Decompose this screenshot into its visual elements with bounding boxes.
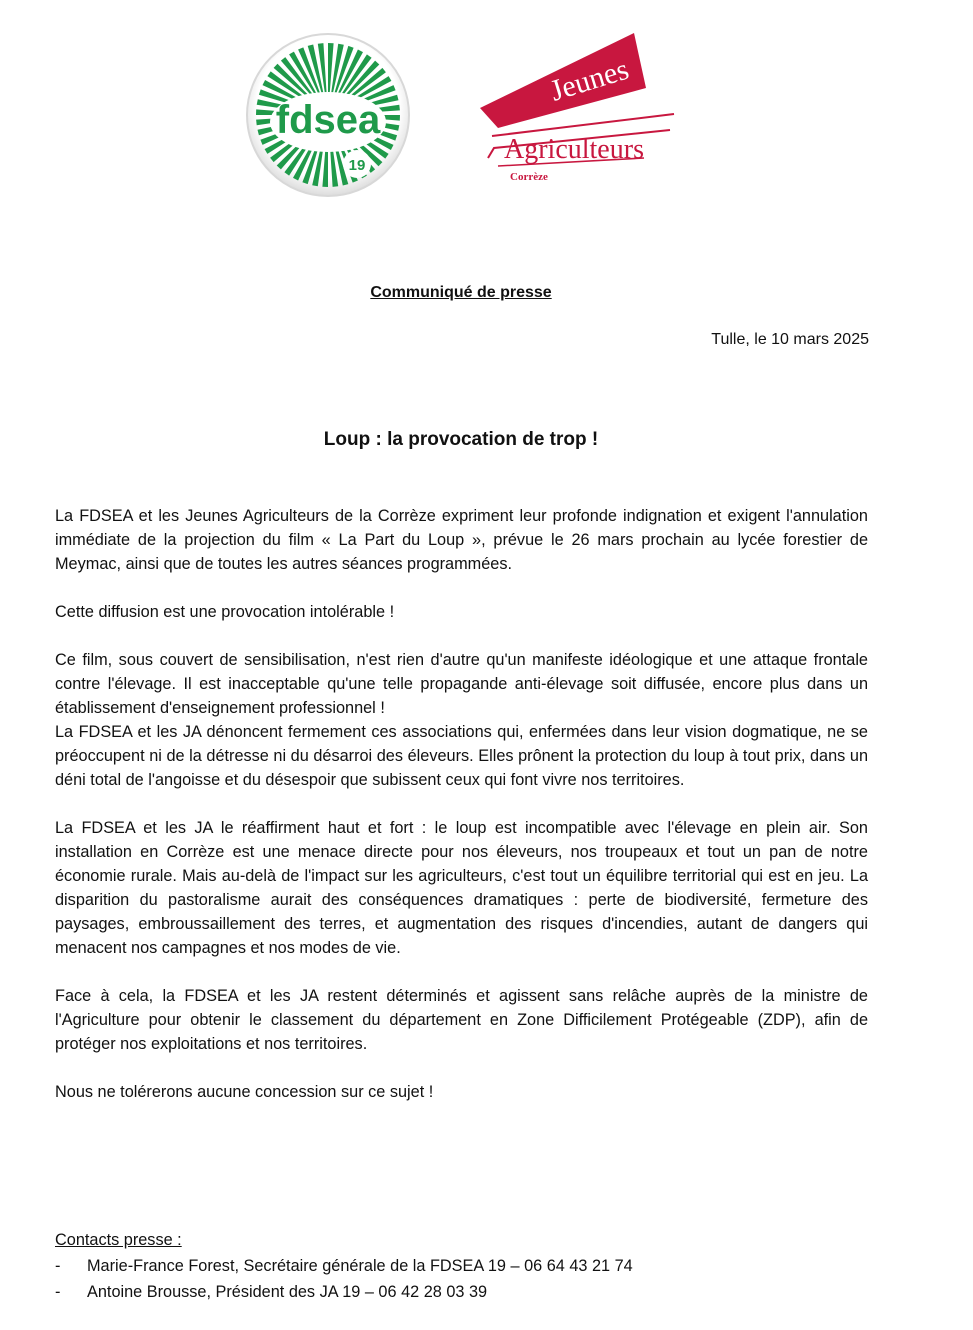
body-paragraph: La FDSEA et les JA le réaffirment haut et fort : le loup est incompatible avec l'élevage en plein air. Son installation en Corrèze est une menace directe pour nos éleveurs, nos troupeaux et tout un pan de notre économie rurale. Mais au-delà de l'impact sur les agriculteurs, c'est tout un équilibre territorial qui est en jeu. La disparition du pastoralisme aurait des conséquences dramatiques : perte de biodiversité, fermeture des paysages, embroussaillement des terres, et augmentation des risques d'incendies, autant de dangers qui menacent nos campagnes et nos modes de vie. [55, 819, 868, 957]
logos-header [0, 28, 973, 198]
contacts-list [55, 1253, 868, 1305]
place-and-date: Tulle, le 10 mars 2025 [711, 331, 869, 348]
body-paragraph: La FDSEA et les JA dénoncent fermement ces associations qui, enfermées dans leur vision dogmatique, ne se préoccupent ni de la détresse ni du désarroi des éleveurs. Elles prônent la protection du loup à tout prix, dans un déni total de l'angoisse et du désespoir que subissent ceux qui font vivre nos territoires. [55, 723, 868, 789]
jeunes-agriculteurs-logo [474, 28, 684, 188]
body-paragraph: Nous ne tolérerons aucune concession sur ce sujet ! [55, 1083, 434, 1101]
contact-item [55, 1279, 868, 1305]
body-paragraph: La FDSEA et les Jeunes Agriculteurs de la Corrèze expriment leur profonde indignation et exigent l'annulation immédiate de la projection du film « La Part du Loup », prévue le 26 mars prochain au lycée forestier de Meymac, ainsi que de toutes les autres séances programmées. [55, 507, 868, 573]
fdsea-wordmark: fdsea [275, 98, 381, 142]
body-paragraph: Face à cela, la FDSEA et les JA restent déterminés et agissent sans relâche auprès de la ministre de l'Agriculture pour obtenir le classement du département en Zone Difficilement Protégeable (ZDP), afin de protéger nos exploitations et nos territoires. [55, 987, 868, 1053]
fdsea-logo [245, 32, 411, 198]
list-bullet: - [55, 1283, 61, 1301]
contact-text: Marie-France Forest, Secrétaire générale de la FDSEA 19 – 06 64 43 21 74 [87, 1257, 633, 1275]
contacts-heading: Contacts presse : [55, 1231, 182, 1249]
contact-item [55, 1253, 868, 1279]
ja-region-label: Corrèze [510, 171, 548, 183]
contact-text: Antoine Brousse, Président des JA 19 – 06 42 28 03 39 [87, 1283, 488, 1301]
press-release-body [55, 504, 868, 1128]
ja-wordmark-agriculteurs: Agriculteurs [504, 134, 644, 165]
body-paragraph: Ce film, sous couvert de sensibilisation, n'est rien d'autre qu'un manifeste idéologique et une attaque frontale contre l'élevage. Il est inacceptable qu'une telle propagande anti-élevage soit diffusée, encore plus dans un établissement d'enseignement professionnel ! [55, 651, 868, 717]
ja-wordmark-jeunes: Jeunes [546, 52, 633, 108]
list-bullet: - [55, 1257, 61, 1275]
body-paragraph: Cette diffusion est une provocation intolérable ! [55, 603, 395, 621]
press-release-title: Loup : la provocation de trop ! [323, 429, 599, 450]
document-type-heading: Communiqué de presse [370, 284, 552, 301]
fdsea-department-number: 19 [348, 157, 366, 174]
press-contacts [55, 1227, 868, 1305]
